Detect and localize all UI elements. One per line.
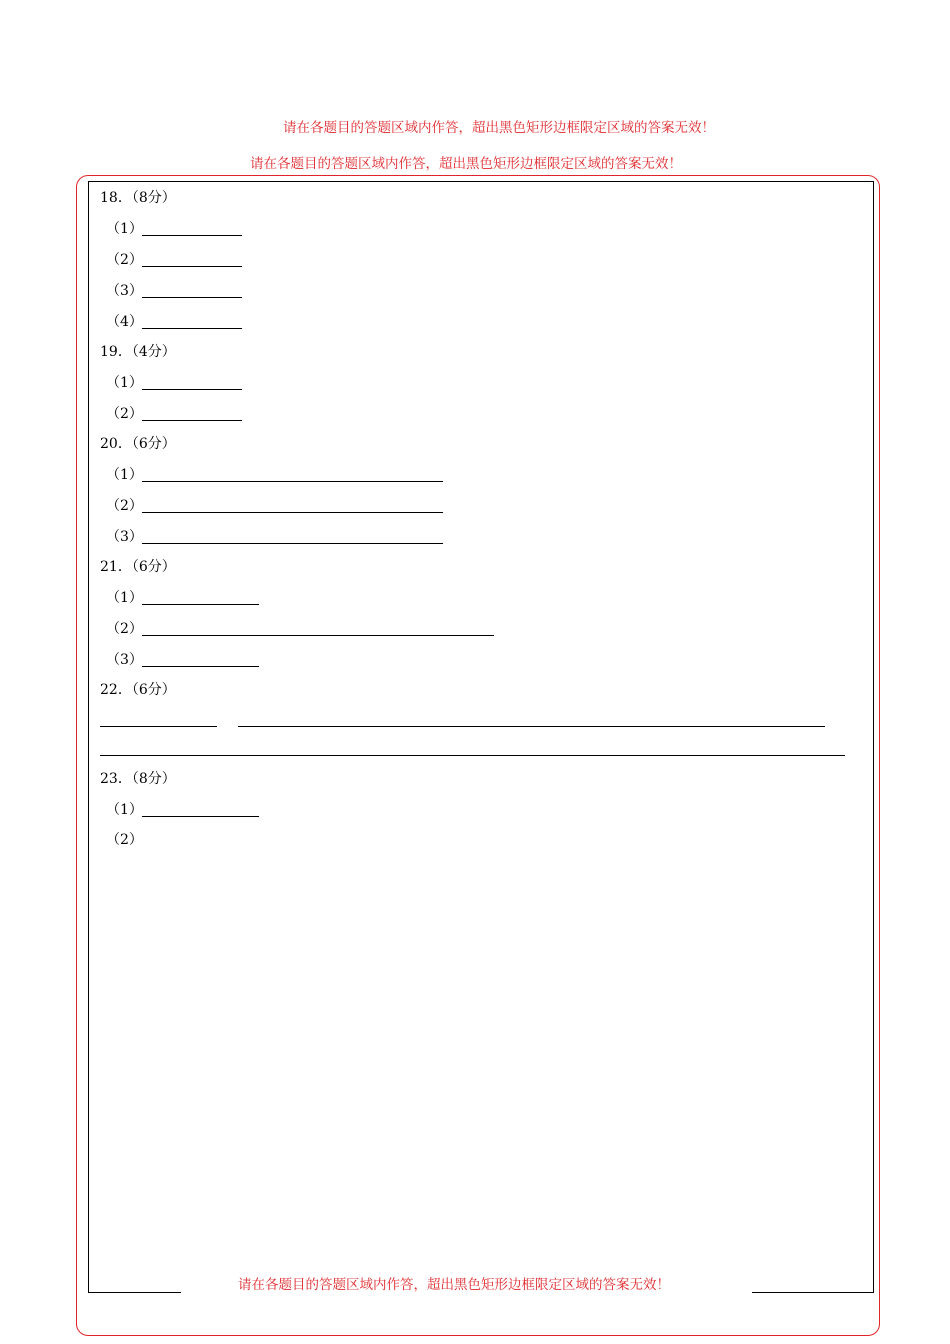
- q18-part-4-label: （4）: [106, 314, 143, 330]
- q23-part-2-label: （2）: [106, 832, 143, 848]
- question-21-title: 21．（6分）: [100, 559, 176, 575]
- q21-part-3-label: （3）: [106, 652, 143, 668]
- question-18-title: 18．（8分）: [100, 190, 176, 206]
- answer-area-frame: [88, 181, 874, 1293]
- q20-part-3-answer[interactable]: [142, 543, 443, 544]
- q20-part-3-label: （3）: [106, 529, 143, 545]
- q20-part-2-answer[interactable]: [142, 512, 443, 513]
- q19-part-2-answer[interactable]: [142, 420, 242, 421]
- q18-part-3-label: （3）: [106, 283, 143, 299]
- q20-part-1-answer[interactable]: [142, 481, 443, 482]
- warning-notice-top: 请在各题目的答题区域内作答，超出黑色矩形边框限定区域的答案无效！: [283, 120, 715, 136]
- q20-part-1-label: （1）: [106, 467, 143, 483]
- frame-bottom-right: [752, 1292, 874, 1293]
- q18-part-3-answer[interactable]: [142, 297, 242, 298]
- q18-part-1-label: （1）: [106, 221, 143, 237]
- question-20-title: 20．（6分）: [100, 436, 176, 452]
- q21-part-2-label: （2）: [106, 621, 143, 637]
- q18-part-2-answer[interactable]: [142, 266, 242, 267]
- q21-part-1-answer[interactable]: [142, 604, 259, 605]
- q18-part-2-label: （2）: [106, 252, 143, 268]
- q18-part-1-answer[interactable]: [142, 235, 242, 236]
- warning-notice-footer: 请在各题目的答题区域内作答，超出黑色矩形边框限定区域的答案无效！: [238, 1277, 670, 1293]
- question-22-title: 22．（6分）: [100, 682, 176, 698]
- frame-bottom-left: [88, 1292, 181, 1293]
- q19-part-2-label: （2）: [106, 406, 143, 422]
- q19-part-1-answer[interactable]: [142, 389, 242, 390]
- question-23-title: 23．（8分）: [100, 771, 176, 787]
- q21-part-1-label: （1）: [106, 590, 143, 606]
- q21-part-3-answer[interactable]: [142, 666, 259, 667]
- q23-part-1-answer[interactable]: [142, 816, 259, 817]
- q21-part-2-answer[interactable]: [142, 635, 494, 636]
- q23-part-1-label: （1）: [106, 802, 143, 818]
- q18-part-4-answer[interactable]: [142, 328, 242, 329]
- q22-answer-2[interactable]: [238, 726, 825, 727]
- q19-part-1-label: （1）: [106, 375, 143, 391]
- q22-answer-1[interactable]: [100, 726, 217, 727]
- question-19-title: 19．（4分）: [100, 344, 176, 360]
- q22-answer-3[interactable]: [100, 755, 845, 756]
- warning-notice-header: 请在各题目的答题区域内作答，超出黑色矩形边框限定区域的答案无效！: [250, 156, 682, 172]
- q20-part-2-label: （2）: [106, 498, 143, 514]
